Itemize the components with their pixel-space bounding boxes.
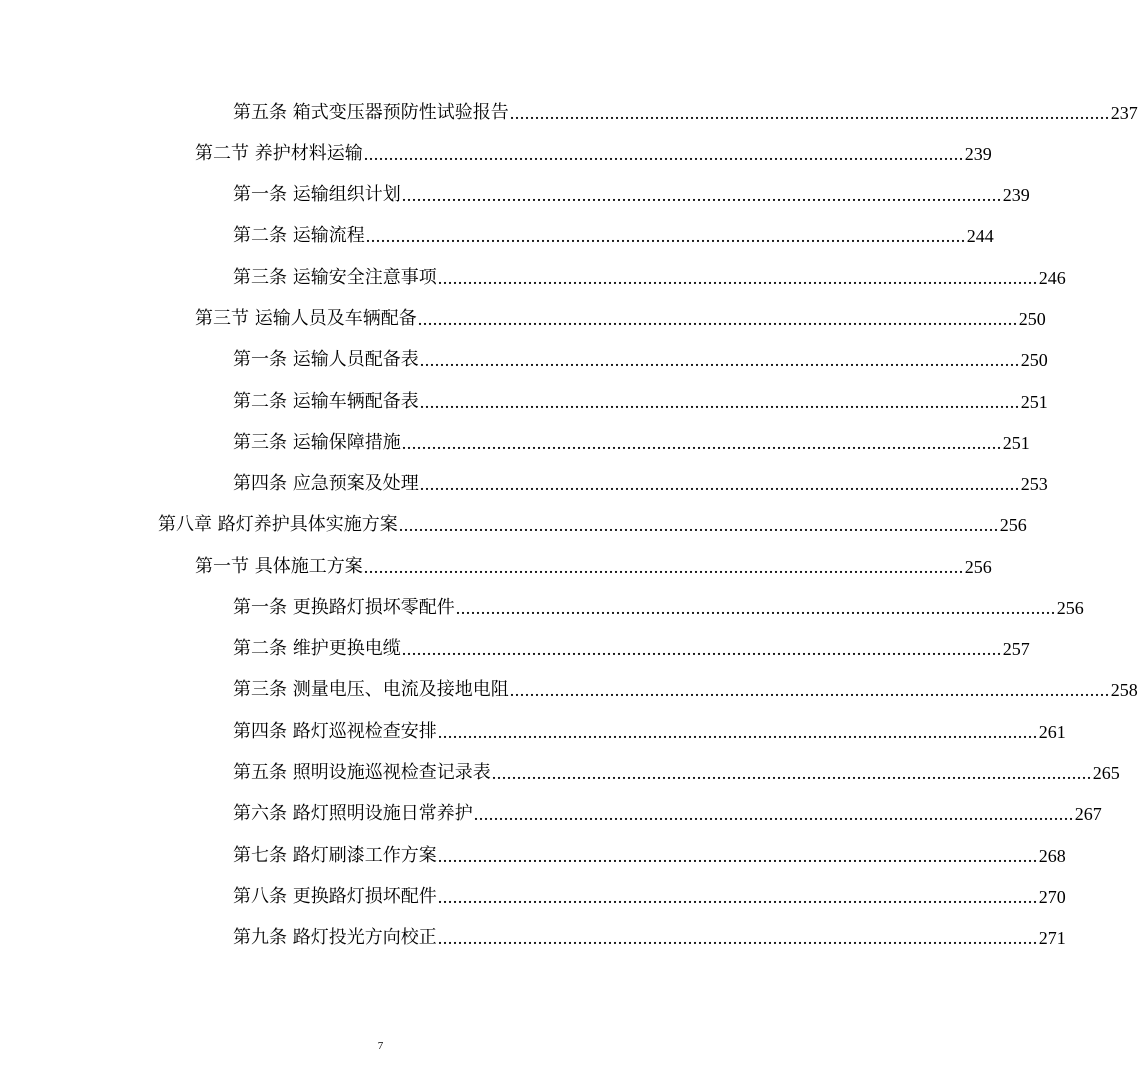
toc-entry-title: 第二节 养护材料运输 xyxy=(195,143,363,164)
toc-entry-title: 第一条 更换路灯损坏零配件 xyxy=(233,597,455,618)
dot-leader: ........................................................................................................................ xyxy=(401,639,1002,659)
toc-entry-page: 257 xyxy=(1002,639,1030,659)
toc-entry-title: 第七条 路灯刷漆工作方案 xyxy=(233,845,437,866)
toc-entry[interactable] xyxy=(233,426,1030,454)
dot-leader: ........................................................................................................................ xyxy=(365,226,966,246)
toc-entry-page: 271 xyxy=(1038,928,1066,948)
toc-entry-page: 268 xyxy=(1038,846,1066,866)
dot-leader: ........................................................................................................................ xyxy=(437,846,1038,866)
toc-entry[interactable] xyxy=(195,550,992,578)
toc-entry-title: 第九条 路灯投光方向校正 xyxy=(233,927,437,948)
toc-entry-page: 256 xyxy=(999,515,1027,535)
dot-leader: ........................................................................................................................ xyxy=(437,268,1038,288)
toc-entry[interactable] xyxy=(233,178,1030,206)
dot-leader: ........................................................................................................................ xyxy=(437,887,1038,907)
toc-entry-page: 239 xyxy=(1002,185,1030,205)
toc-entry-title: 第五条 箱式变压器预防性试验报告 xyxy=(233,102,509,123)
toc-entry[interactable] xyxy=(233,632,1030,660)
toc-entry[interactable] xyxy=(233,921,1066,949)
dot-leader: ........................................................................................................................ xyxy=(363,144,964,164)
dot-leader: ........................................................................................................................ xyxy=(401,185,1002,205)
dot-leader: ........................................................................................................................ xyxy=(401,433,1002,453)
toc-entry[interactable] xyxy=(195,302,1046,330)
toc-entry-title: 第二条 运输流程 xyxy=(233,225,365,246)
dot-leader: ........................................................................................................................ xyxy=(437,928,1038,948)
dot-leader: ........................................................................................................................ xyxy=(417,309,1018,329)
page-number: 7 xyxy=(377,1040,384,1052)
dot-leader: ........................................................................................................................ xyxy=(363,557,964,577)
toc-entry-title: 第三条 测量电压、电流及接地电阻 xyxy=(233,679,509,700)
dot-leader: ........................................................................................................................ xyxy=(419,474,1020,494)
toc-entry-title: 第三节 运输人员及车辆配备 xyxy=(195,308,417,329)
toc-entry-page: 270 xyxy=(1038,887,1066,907)
toc-entry[interactable] xyxy=(233,261,1066,289)
dot-leader: ........................................................................................................................ xyxy=(509,680,1110,700)
toc-entry-page: 250 xyxy=(1018,309,1046,329)
toc-entry[interactable] xyxy=(233,343,1048,371)
toc-entry[interactable] xyxy=(233,591,1084,619)
toc-entry-page: 256 xyxy=(964,557,992,577)
toc-entry-page: 239 xyxy=(964,144,992,164)
toc-entry-page: 258 xyxy=(1110,680,1138,700)
toc-entry[interactable] xyxy=(233,797,1102,825)
dot-leader: ........................................................................................................................ xyxy=(419,392,1020,412)
toc-entry-title: 第四条 应急预案及处理 xyxy=(233,473,419,494)
toc-entry[interactable] xyxy=(233,880,1066,908)
toc-entry[interactable] xyxy=(233,673,1138,701)
toc-entry[interactable] xyxy=(195,137,992,165)
toc-entry-title: 第一条 运输组织计划 xyxy=(233,184,401,205)
toc-entry-page: 237 xyxy=(1110,103,1138,123)
toc-entry-title: 第三条 运输保障措施 xyxy=(233,432,401,453)
dot-leader: ........................................................................................................................ xyxy=(398,515,999,535)
toc-entry-page: 244 xyxy=(966,226,994,246)
toc-entry[interactable] xyxy=(233,219,994,247)
toc-entry-title: 第六条 路灯照明设施日常养护 xyxy=(233,803,473,824)
dot-leader: ........................................................................................................................ xyxy=(455,598,1056,618)
dot-leader: ........................................................................................................................ xyxy=(509,103,1110,123)
toc-entry-title: 第一节 具体施工方案 xyxy=(195,556,363,577)
toc-entry[interactable] xyxy=(233,756,1120,784)
toc-entry-page: 261 xyxy=(1038,722,1066,742)
toc-entry[interactable] xyxy=(233,715,1066,743)
toc-entry-page: 250 xyxy=(1020,350,1048,370)
toc-entry[interactable] xyxy=(233,839,1066,867)
toc-entry-title: 第八条 更换路灯损坏配件 xyxy=(233,886,437,907)
toc-entry-page: 251 xyxy=(1020,392,1048,412)
toc-entry-title: 第四条 路灯巡视检查安排 xyxy=(233,721,437,742)
toc-entry-title: 第二条 运输车辆配备表 xyxy=(233,391,419,412)
toc-entry-title: 第二条 维护更换电缆 xyxy=(233,638,401,659)
toc-entry[interactable] xyxy=(158,508,1027,536)
toc-entry[interactable] xyxy=(233,385,1048,413)
toc-entry-page: 265 xyxy=(1092,763,1120,783)
toc-entry-page: 251 xyxy=(1002,433,1030,453)
toc-entry-title: 第一条 运输人员配备表 xyxy=(233,349,419,370)
toc-entry-page: 256 xyxy=(1056,598,1084,618)
toc-entry-page: 267 xyxy=(1074,804,1102,824)
dot-leader: ........................................................................................................................ xyxy=(473,804,1074,824)
toc-entry[interactable] xyxy=(233,96,1138,124)
toc-entry[interactable] xyxy=(233,467,1048,495)
dot-leader: ........................................................................................................................ xyxy=(491,763,1092,783)
toc-entry-title: 第八章 路灯养护具体实施方案 xyxy=(158,514,398,535)
toc-entry-page: 253 xyxy=(1020,474,1048,494)
dot-leader: ........................................................................................................................ xyxy=(437,722,1038,742)
toc-entry-title: 第五条 照明设施巡视检查记录表 xyxy=(233,762,491,783)
toc-entry-page: 246 xyxy=(1038,268,1066,288)
dot-leader: ........................................................................................................................ xyxy=(419,350,1020,370)
toc-entry-title: 第三条 运输安全注意事项 xyxy=(233,267,437,288)
